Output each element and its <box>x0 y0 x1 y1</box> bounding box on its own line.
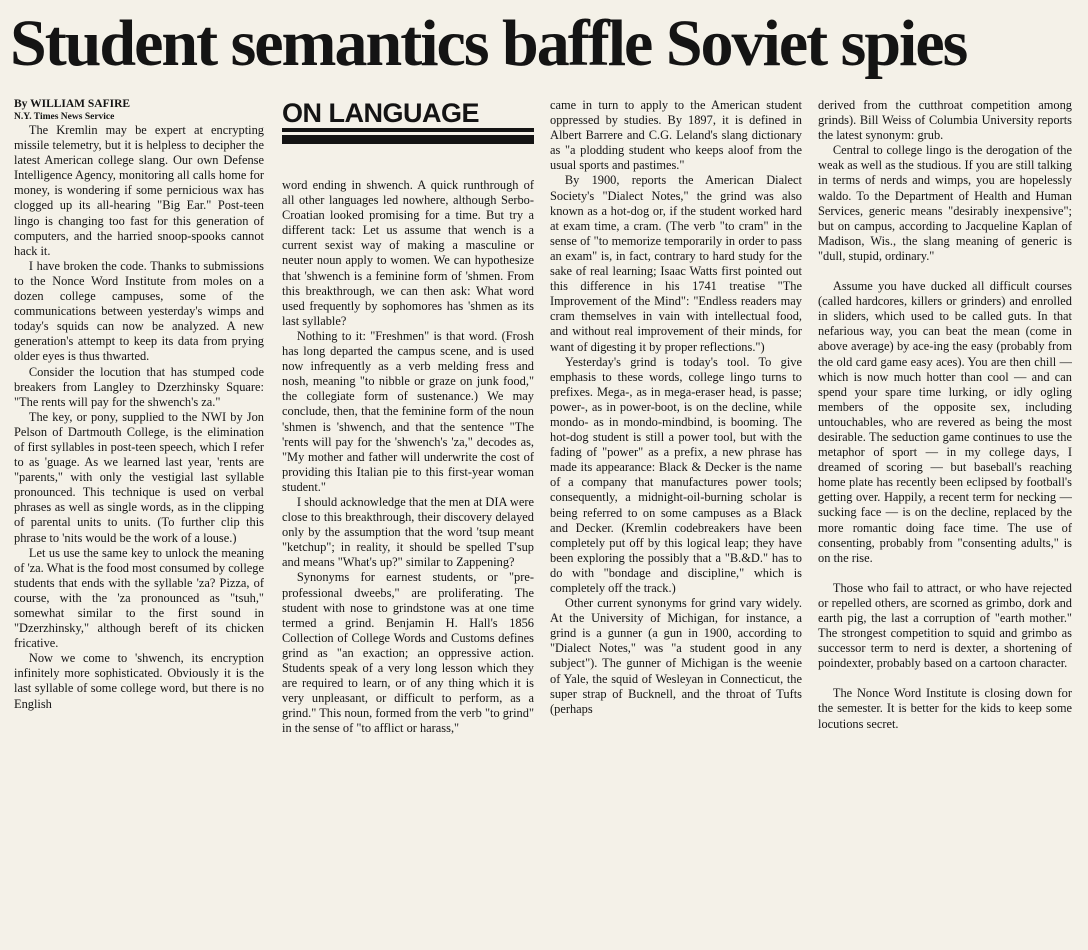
paragraph: Synonyms for earnest students, or "pre-professional dweebs," are proliferating. The student with nose to grindstone was at one time termed a grind. Benjamin H. Hall's 1856 Collection of College Words and Customs defines grind as "an exaction; an oppressive action. Students speak of a very long lesson which they are required to learn, or of any thing which it is very unpleasant, or difficult to perform, as a grind." This noun, formed from the verb "to grind" in the sense of "to afflict or harass," <box>282 570 534 736</box>
paragraph: came in turn to apply to the American student oppressed by studies. By 1897, it is defined in Albert Barrere and C.G. Leland's slang dictionary as "a plodding student who keeps aloof from the usual sports and pastimes." <box>550 98 802 173</box>
column-1 <box>14 98 264 950</box>
paragraph: Yesterday's grind is today's tool. To give emphasis to these words, college lingo turns to prefixes. Mega-, as in mega-eraser head, is passe; power-, as in power-boot, is on the decline, while mondo- as in mondo-mindbind, is booming. The hot-dog student is still a power tool, but with the fading of "power" as a prefix, a new phrase has made its appearance: Black & Decker is the name of a company that manufactures power tools; consequently, a midnight-oil-burning scholar is being referred to on some campuses as a Black and Decker. (Kremlin codebreakers have been completely put off by this logical leap; they have been exploring the possibly that a "B.&D." has to do with "bondage and discipline," which is completely off the track.) <box>550 354 802 595</box>
column-3 <box>550 98 802 950</box>
paragraph: The Kremlin may be expert at encrypting missile telemetry, but it is helpless to decipher the latest American college slang. Our own Defense Intelligence Agency, monitoring all calls home for money, is wondering if some pernicious wax has clogged up its all-hearing "Big Ear." Post-teen lingo is changing too fast for this generation of computers, and the harried snoop-spooks cannot hack it. <box>14 123 264 258</box>
paragraph: Central to college lingo is the derogation of the weak as well as the studious. If you are still talking in terms of nerds and wimps, you are hopelessly waldo. To the Department of Health and Human Services, generic means "desirably inexpensive"; but on campus, according to Jacqueline Kaplan of Madison, Wis., the slang meaning of generic is "dull, stupid, ordinary." <box>818 143 1072 263</box>
paragraph: I have broken the code. Thanks to submissions to the Nonce Word Institute from moles on a dozen college campuses, some of the communications between yesterday's wimps and today's squids can now be analyzed. A new generation's attempt to keep its data from prying older eyes is thus thwarted. <box>14 258 264 364</box>
paragraph: Consider the locution that has stumped code breakers from Langley to Dzerzhinsky Square: "The rents will pay for the shwench's za." <box>14 364 264 409</box>
kicker-rule-thick <box>282 135 534 144</box>
headline: Student semantics baffle Soviet spies <box>10 7 967 80</box>
column-4 <box>818 98 1072 950</box>
paragraph: Let us use the same key to unlock the meaning of 'za. What is the food most consumed by college students that ends with the syllable 'za? Pizza, of course, with the 'za pronounced as "tsuh," somewhat similar to the first sound in "Dzerzhinsky," although bereft of its chicken fricative. <box>14 545 264 651</box>
byline: By WILLIAM SAFIRE <box>14 98 131 110</box>
paragraph: Other current synonyms for grind vary widely. At the University of Michigan, for instance, a grind is a gunner (a gun in 1900, according to "Dialect Notes," was "a student good in any subject"). The gunner of Michigan is the weenie of Yale, the squid of Wesleyan in Connecticut, the super strap of Bucknell, and the throat of Tufts (perhaps <box>550 596 802 716</box>
paragraph: Now we come to 'shwench, its encryption infinitely more sophisticated. Obviously it is the last syllable of some college word, but there is no English <box>14 651 264 711</box>
section-gap <box>818 264 1072 279</box>
paragraph: Assume you have ducked all difficult courses (called hardcores, killers or grinders) and enrolled in sliders, which used to be called guts. In that nefarious way, you can beat the mean (come in above average) by ace-ing the easy (probably from the old card game easy aces). You are then chill — which is now much hotter than cool — and can spend your spare time lurking, or idly ogling members of the opposite sex, including untouchables, who are revered as being the most desirable. The seduction game continues to use the metaphor of sport — in my college days, I dreamed of scoring — but baseball's reaching home plate has recently been eclipsed by football's getting over. Happily, a recent term for necking — sucking face — is on the decline, replaced by the more romantic doing face time. The use of consenting, probably from "consenting adults," is on the rise. <box>818 279 1072 565</box>
paragraph: Those who fail to attract, or who have rejected or repelled others, are scorned as grimbo, dork and earth pig, the last a corruption of "earth mother." The strongest competition to squid and grimbo as successor term to nerd is dexter, a shortening of poindexter, probably based on a cartoon character. <box>818 580 1072 671</box>
news-service: N.Y. Times News Service <box>14 112 115 122</box>
section-gap <box>818 671 1072 686</box>
paragraph: The Nonce Word Institute is closing down for the semester. It is better for the kids to keep some locutions secret. <box>818 686 1072 731</box>
paragraph: Nothing to it: "Freshmen" is that word. (Frosh has long departed the campus scene, and is used now infrequently as a verb melding fress and nosh, meaning "to nibble or graze on junk food," the collegiate form of sustenance.) We may conclude, then, that the feminine form of the noun 'shmen is 'shwench, and that the sentence "The 'rents will pay for the 'shwench's 'za," decodes as, "My mother and father will underwrite the cost of providing this Italian pie to this first-year woman student." <box>282 328 534 494</box>
section-gap <box>818 566 1072 581</box>
paragraph: I should acknowledge that the men at DIA were close to this breakthrough, their discovery delayed only by the assumption that the word 'tsup meant "ketchup"; in reality, it should be spelled T'sup and means "What's up?" similar to Zappening? <box>282 494 534 570</box>
kicker-rule <box>282 128 534 132</box>
paragraph: derived from the cutthroat competition among grinds). Bill Weiss of Columbia University reports the latest synonym: grub. <box>818 98 1072 143</box>
section-kicker: ON LANGUAGE <box>282 98 479 128</box>
paragraph: The key, or pony, supplied to the NWI by Jon Pelson of Dartmouth College, is the elimination of first syllables in post-teen speech, which I refer to as 'guage. As we learned last year, 'rents are "parents," with only the vestigial last syllable pronounced. This technique is used on verbal phrases as well as single words, as in the clipping of parental units to units. (To further clip this phrase to 'nits would be the work of a louse.) <box>14 409 264 545</box>
column-2 <box>282 98 534 950</box>
paragraph: word ending in shwench. A quick runthrough of all other languages led nowhere, although Serbo-Croatian looked promising for a time. But try a different tack: Let us assume that wench is a current sexist way of making a masculine or neuter noun apply to women. We can hypothesize that 'shwench is a feminine form of 'shmen. From this breakthrough, we can then ask: What word used frequently by sophomores has 'shmen as its last syllable? <box>282 178 534 328</box>
paragraph: By 1900, reports the American Dialect Society's "Dialect Notes," the grind was also known as a hot-dog or, if the student worked hard at exam time, a cram. (The verb "to cram" in the sense of "to memorize temporarily in order to pass an exam" is, in fact, contrary to hard study for the sake of real learning; Isaac Watts first pointed out this difference in his 1741 treatise "The Improvement of the Mind": "Endless readers may cram themselves in vain with intellectual food, and without real improvement of their minds, for want of digesting it by proper reflections.") <box>550 173 802 354</box>
